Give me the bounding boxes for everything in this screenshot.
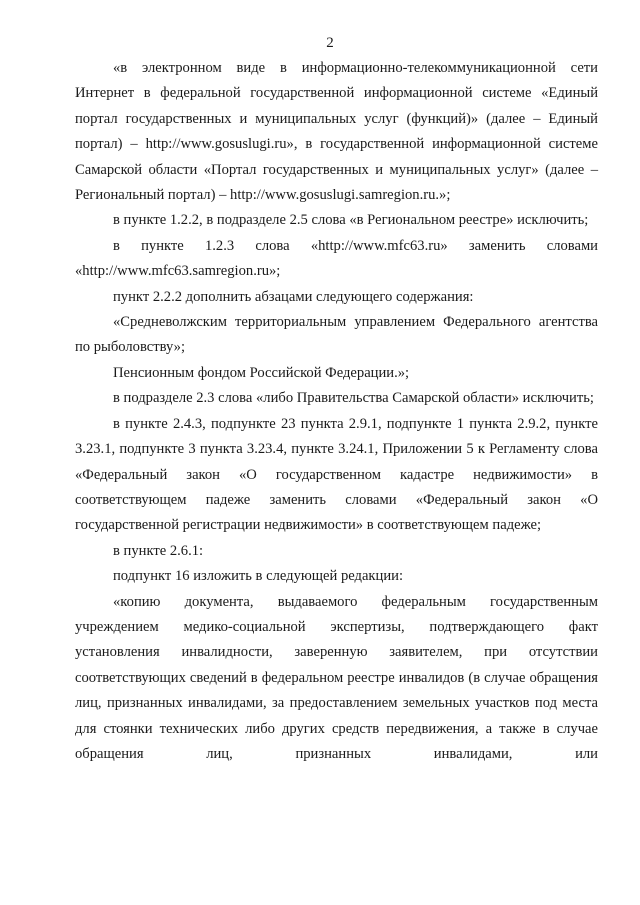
paragraph-item-2-6-1: в пункте 2.6.1: (113, 542, 204, 559)
document-body (75, 56, 598, 767)
paragraph-subitem-16: подпункт 16 изложить в следующей редакции: (113, 568, 404, 585)
paragraph-disability-document: «копию документа, выдаваемого федеральным государственным учреждением медико-социальной экспертизы, подтверждающего факт установления инвалидности, заверенную заявителем, при отсутствии соответствующих сведений в федеральном реестре инвалидов (в случае обращения лиц, признанных инвалидами, за предоставлением земельных участков под места для стоянки технических либо других средств передвижения, а также в случае обращения лиц, признанных инвалидами, или (75, 593, 598, 762)
paragraph-portal-definition: «в электронном виде в информационно-телекоммуникационной сети Интернет в федеральной государственной информационной системе «Единый портал государственных и муниципальных услуг (функций)» (далее – Единый портал) – http://www.gosuslugi.ru», в государственной информационной системе Самарской области «Портал государственных и муниципальных услуг» (далее – Региональный портал) – http://www.gosuslugi.samregion.ru.»; (75, 60, 598, 204)
paragraph-item-1-2-3: в пункте 1.2.3 слова «http://www.mfc63.ru» заменить словами «http://www.mfc63.samregion.ru»; (75, 237, 598, 280)
paragraph-fisheries-agency: «Средневолжским территориальным управлением Федерального агентства по рыболовству»; (75, 314, 598, 356)
paragraph-item-2-2-2: пункт 2.2.2 дополнить абзацами следующего содержания: (113, 288, 474, 305)
paragraph-item-1-2-2: в пункте 1.2.2, в подразделе 2.5 слова «в Региональном реестре» исключить; (113, 212, 589, 229)
paragraph-subsection-2-3: в подразделе 2.3 слова «либо Правительства Самарской области» исключить; (113, 390, 594, 407)
paragraph-federal-law-replacement: в пункте 2.4.3, подпункте 23 пункта 2.9.1, подпункте 1 пункта 2.9.2, пункте 3.23.1, подпункте 3 пункта 3.23.4, пункте 3.24.1, Приложении 5 к Регламенту слова «Федеральный закон «О государственном кадастре недвижимости» в соответствующем падеже заменить словами «Федеральный закон «О государственной регистрации недвижимости» в соответствующем падеже; (75, 415, 598, 534)
page-number: 2 (326, 35, 334, 51)
paragraph-pension-fund: Пенсионным фондом Российской Федерации.»; (113, 364, 410, 381)
